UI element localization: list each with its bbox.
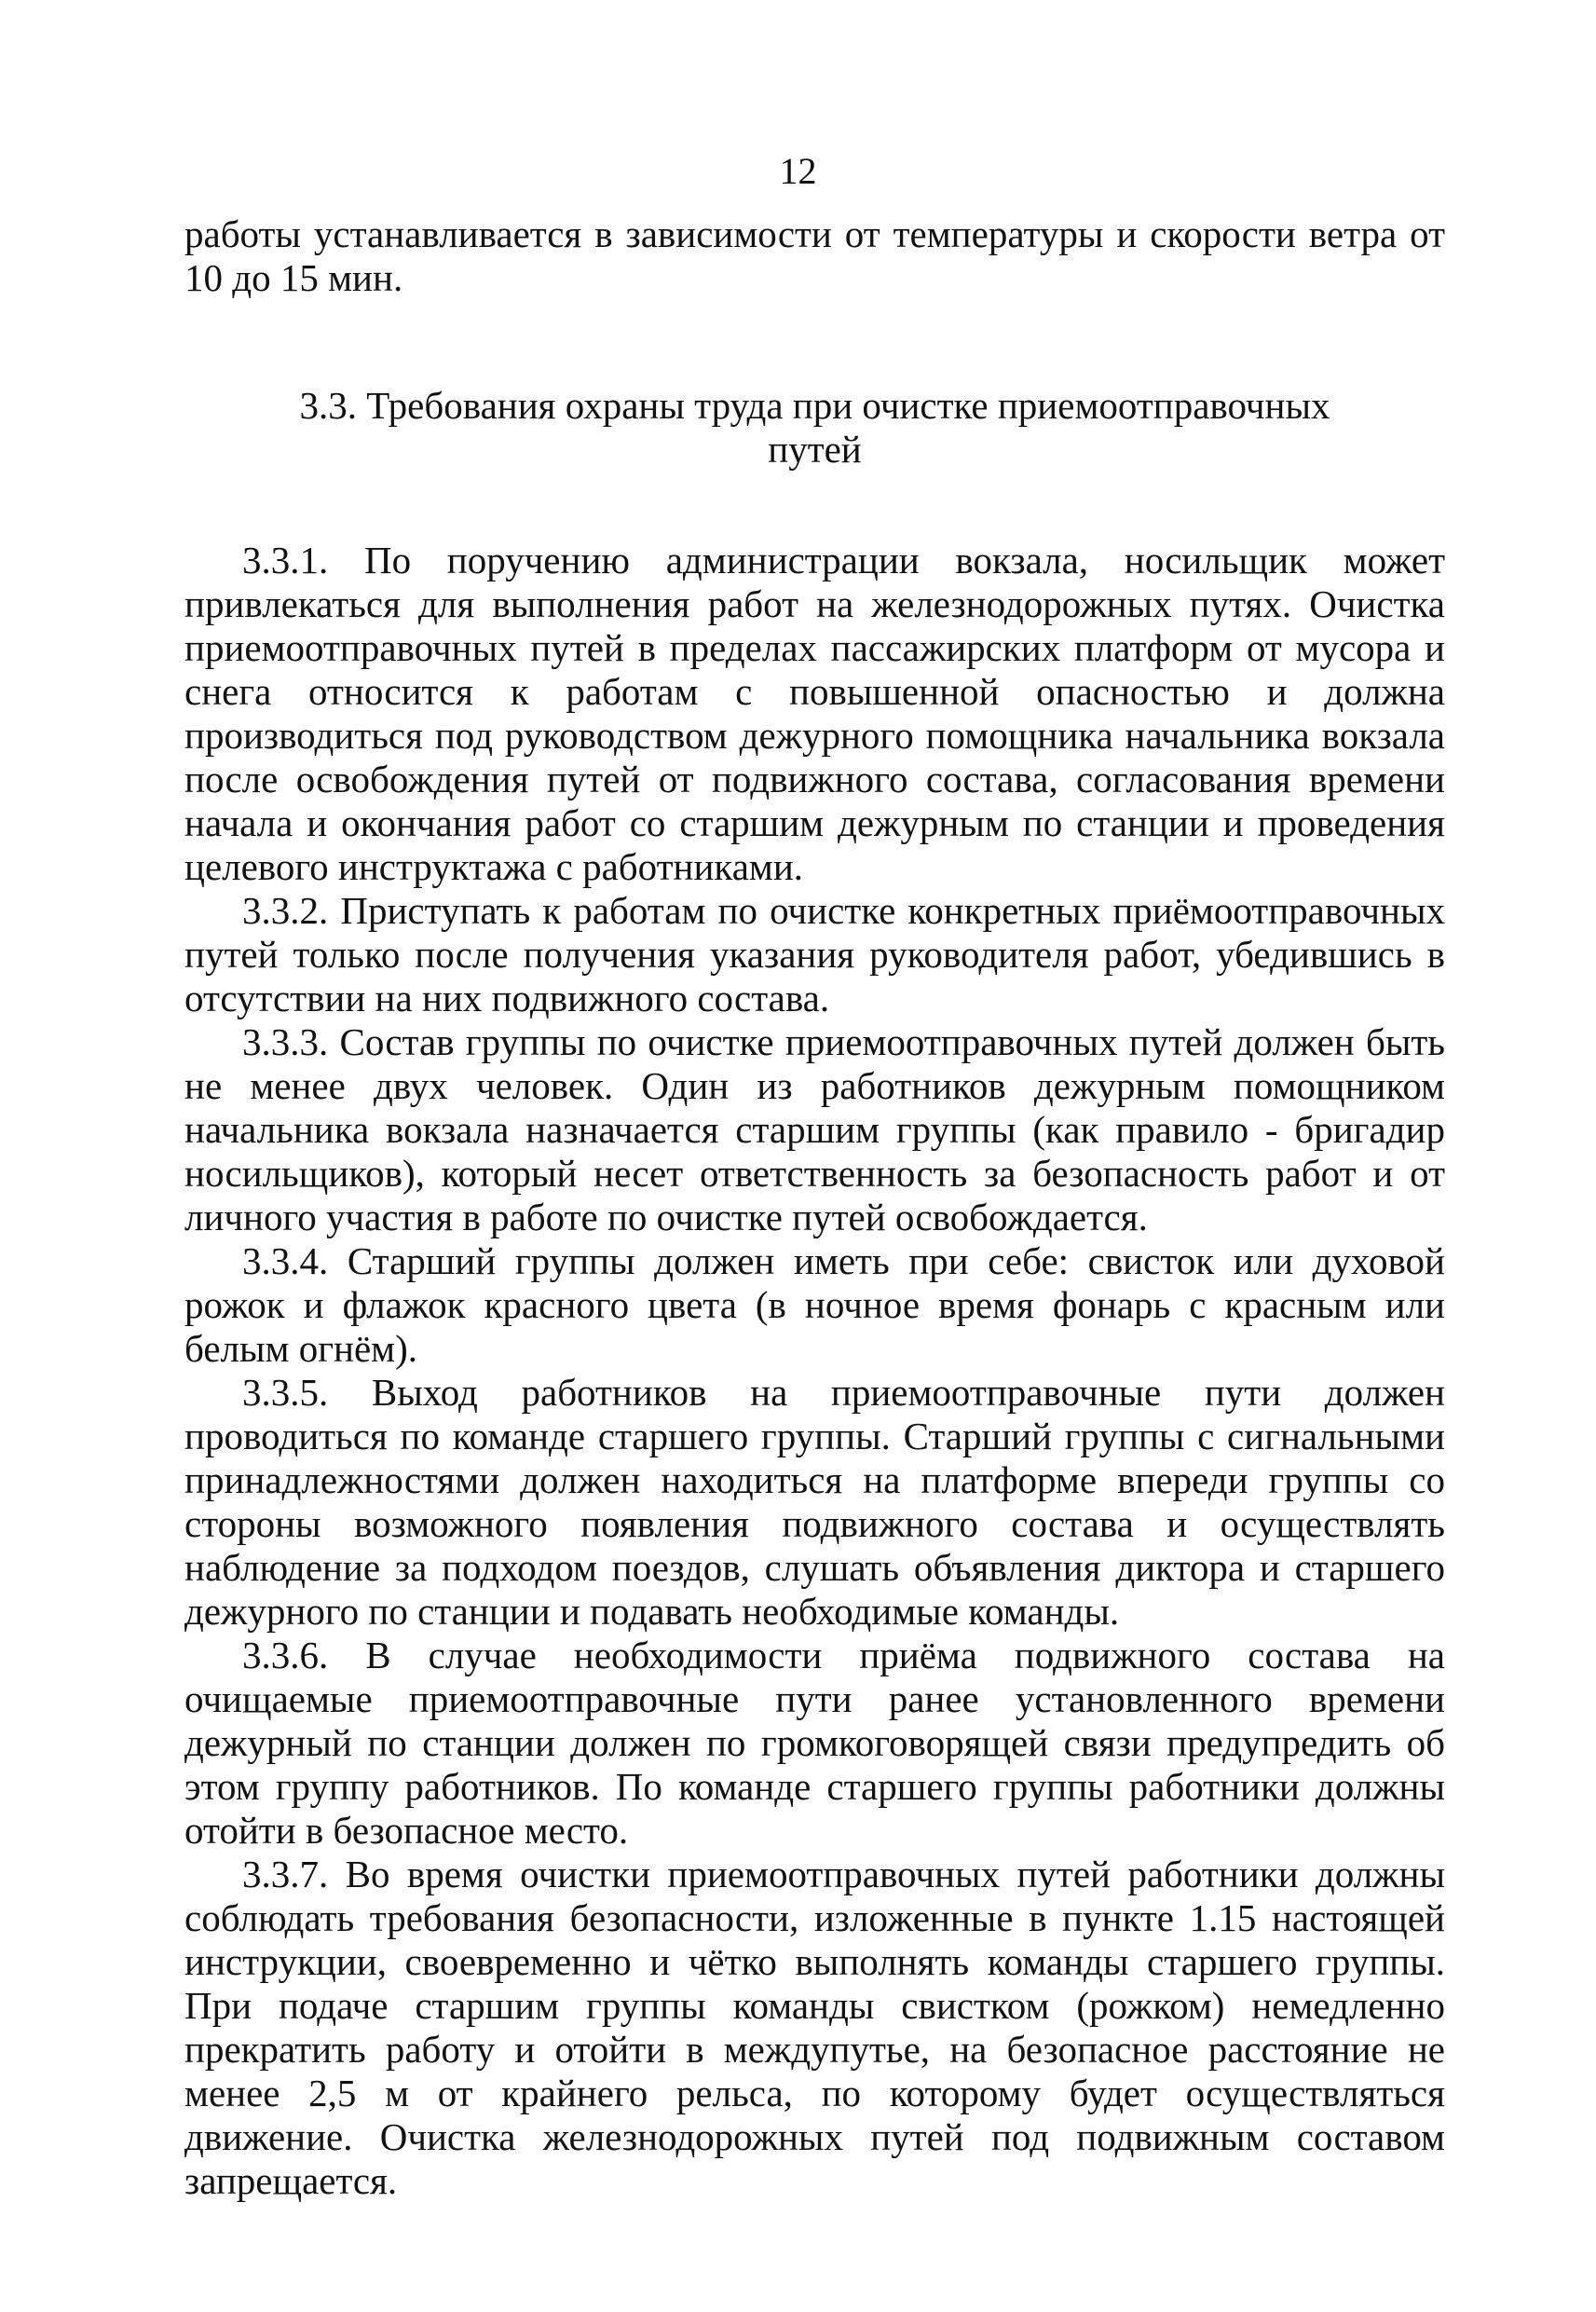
paragraph-3-3-6: 3.3.6. В случае необходимости приёма подвижного состава на очищаемые приемоотправочные пути ранее установленного времени дежурный по станции должен по громкоговорящей связи предупредить об этом группу работников. По команде старшего группы работники должны отойти в безопасное место.: [184, 1634, 1445, 1852]
paragraph-3-3-4: 3.3.4. Старший группы должен иметь при себе: свисток или духовой рожок и флажок красного цвета (в ночное время фонарь с красным или белым огнём).: [184, 1239, 1445, 1370]
section-heading: 3.3. Требования охраны труда при очистке приемоотправочных путей: [299, 384, 1330, 471]
paragraph-3-3-5: 3.3.5. Выход работников на приемоотправочные пути должен проводиться по команде старшего группы. Старший группы с сигнальными принадлежностями должен находиться на платформе впереди группы со стороны возможного появления подвижного состава и осуществлять наблюдение за подходом поездов, слушать объявления диктора и старшего дежурного по станции и подавать необходимые команды.: [184, 1371, 1445, 1633]
paragraph-3-3-3: 3.3.3. Состав группы по очистке приемоотправочных путей должен быть не менее двух человек. Один из работников дежурным помощником начальника вокзала назначается старшим группы (как правило - бригадир носильщиков), который несет ответственность за безопасность работ и от личного участия в работе по очистке путей освобождается.: [184, 1020, 1445, 1238]
document-body: [184, 212, 1445, 2203]
paragraph-3-3-1: 3.3.1. По поручению администрации вокзала, носильщик может привлекаться для выполнения работ на железнодорожных путях. Очистка приемоотправочных путей в пределах пассажирских платформ от мусора и снега относится к работам с повышенной опасностью и должна производиться под руководством дежурного помощника начальника вокзала после освобождения путей от подвижного состава, согласования времени начала и окончания работ со старшим дежурным по станции и проведения целевого инструктажа с работниками.: [184, 539, 1445, 888]
paragraph-3-3-7: 3.3.7. Во время очистки приемоотправочных путей работники должны соблюдать требования безопасности, изложенные в пункте 1.15 настоящей инструкции, своевременно и чётко выполнять команды старшего группы. При подаче старшим группы команды свистком (рожком) немедленно прекратить работу и отойти в междупутье, на безопасное расстояние не менее 2,5 м от крайнего рельса, по которому будет осуществляться движение. Очистка железнодорожных путей под подвижным составом запрещается.: [184, 1853, 1445, 2202]
page-number: 12: [779, 150, 817, 192]
paragraph-3-3-2: 3.3.2. Приступать к работам по очистке конкретных приёмоотправочных путей только после получения указания руководителя работ, убедившись в отсутствии на них подвижного состава.: [184, 889, 1445, 1019]
intro-paragraph: работы устанавливается в зависимости от температуры и скорости ветра от 10 до 15 мин.: [184, 212, 1445, 299]
